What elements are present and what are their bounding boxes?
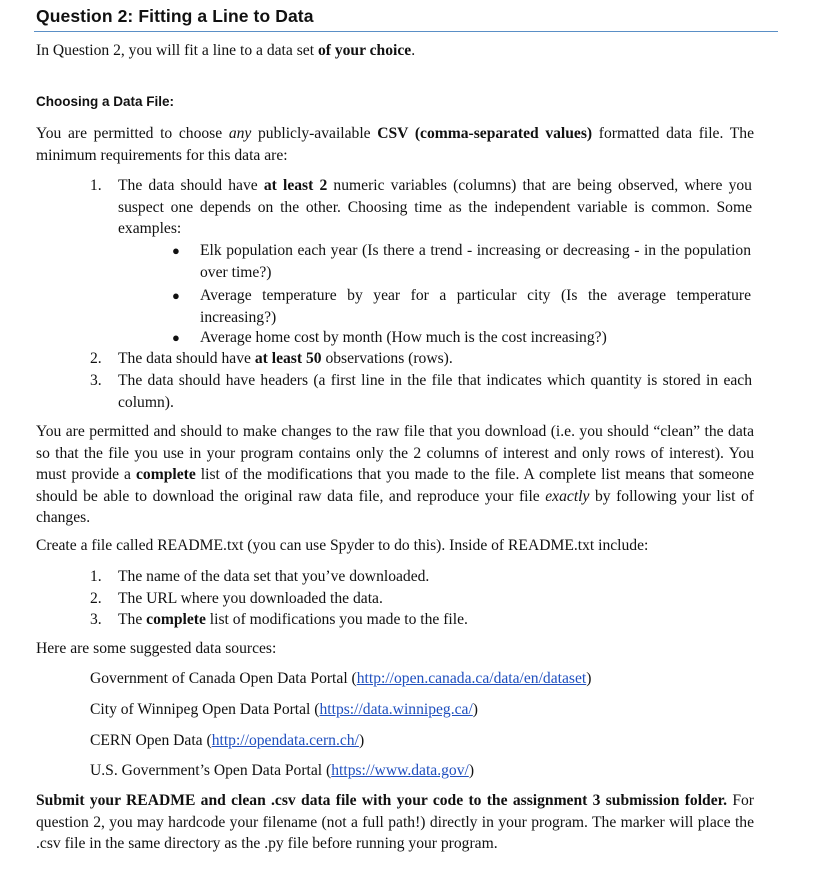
source-link[interactable]: http://opendata.cern.ch/ (211, 732, 359, 749)
example-item: Average temperature by year for a particular city (Is the average temperature increasing?) (200, 287, 751, 326)
submission-text: For question 2, you may hardcode your filename (not a full path!) directly in your program. The marker will place the .csv file in the same directory as the .py file before running your program. (36, 792, 754, 852)
source-link[interactable]: https://www.data.gov/ (331, 762, 469, 779)
readme-item (118, 609, 752, 631)
source-name: CERN Open Data ( (90, 732, 212, 749)
requirement-text: The data should have (118, 350, 255, 367)
source-close: ) (468, 762, 475, 779)
submission-bold: Submit your README and clean .csv data file with your code to the assignment 3 submission folder. (36, 792, 728, 809)
source-name: U.S. Government’s Open Data Portal ( (90, 762, 332, 779)
para2-text-2: list of the modifications that you made to the file. A complete list means that someone should be able to download the original raw data file, and reproduce your file (36, 466, 754, 505)
requirement-item: The data should have headers (a first line in the file that indicates which quantity is stored in each column). (118, 372, 752, 411)
readme-item: The name of the data set that you’ve downloaded. (118, 568, 430, 585)
bullet-icon: ● (172, 330, 180, 345)
submission-paragraph (36, 790, 754, 855)
readme-item-number: 2. (90, 590, 102, 607)
source-item (90, 699, 478, 721)
requirement-item (118, 175, 752, 240)
requirement-number: 1. (90, 177, 102, 194)
page-title: Question 2: Fitting a Line to Data (36, 6, 314, 26)
intro-paragraph (36, 40, 415, 62)
bullet-icon: ● (172, 243, 180, 258)
para1-bold: CSV (comma-separated values) (377, 125, 593, 142)
para1-text-3: formatted data file. The minimum requirements for this data are: (36, 125, 754, 164)
readme-item-text: list of modifications you made to the file. (205, 611, 468, 628)
requirements-intro-paragraph (36, 123, 754, 166)
intro-emphasis: of your choice (317, 42, 412, 59)
para1-text-1: You are permitted to choose (36, 125, 229, 142)
source-link[interactable]: http://open.canada.ca/data/en/dataset (356, 670, 587, 687)
requirement-text: The data should have (118, 177, 264, 194)
cleaning-paragraph (36, 421, 754, 529)
source-close: ) (358, 732, 365, 749)
para2-bold: complete (136, 466, 196, 483)
intro-end: . (411, 42, 416, 59)
source-name: City of Winnipeg Open Data Portal ( (90, 701, 320, 718)
readme-item-bold: complete (146, 611, 206, 628)
source-close: ) (472, 701, 478, 718)
requirement-text: observations (rows). (321, 350, 453, 367)
para2-text-1: You are permitted and should to make changes to the raw file that you download (i.e. you should “clean” the data so that the file you use in your program contains only the 2 columns of interest and only rows of interest). You must provide a (36, 423, 754, 483)
readme-paragraph: Create a file called README.txt (you can use Spyder to do this). Inside of README.txt include: (36, 537, 649, 554)
para2-italic: exactly (545, 487, 590, 505)
source-close: ) (586, 670, 592, 687)
requirement-item (118, 348, 752, 370)
para1-italic: any (228, 125, 252, 142)
source-item (90, 760, 474, 782)
title-divider (34, 31, 778, 32)
requirement-bold: at least 50 (254, 350, 322, 367)
example-item: Average home cost by month (How much is the cost increasing?) (200, 329, 607, 346)
source-link[interactable]: https://data.winnipeg.ca/ (319, 701, 473, 718)
para2-text-3: by following your list of changes. (36, 487, 754, 526)
requirement-number: 2. (90, 350, 102, 367)
readme-item-text: The (118, 611, 147, 628)
readme-item-number: 3. (90, 611, 102, 628)
source-name: Government of Canada Open Data Portal ( (90, 670, 357, 687)
requirement-number: 3. (90, 372, 102, 389)
bullet-icon: ● (172, 288, 180, 303)
section-heading: Choosing a Data File: (36, 94, 175, 109)
source-item (90, 668, 591, 690)
para1-text-2: publicly-available (251, 125, 378, 142)
sources-intro: Here are some suggested data sources: (36, 640, 277, 657)
requirement-text: numeric variables (columns) that are being observed, where you suspect one depends on the other. Choosing time as the independent variable is common. Some examples: (118, 177, 752, 237)
example-item: Elk population each year (Is there a trend - increasing or decreasing - in the population over time?) (200, 242, 751, 281)
requirement-bold: at least 2 (263, 177, 328, 194)
readme-item: The URL where you downloaded the data. (118, 590, 383, 607)
intro-text: In Question 2, you will fit a line to a data set (36, 42, 318, 59)
source-item (90, 730, 364, 752)
readme-item-number: 1. (90, 568, 102, 585)
